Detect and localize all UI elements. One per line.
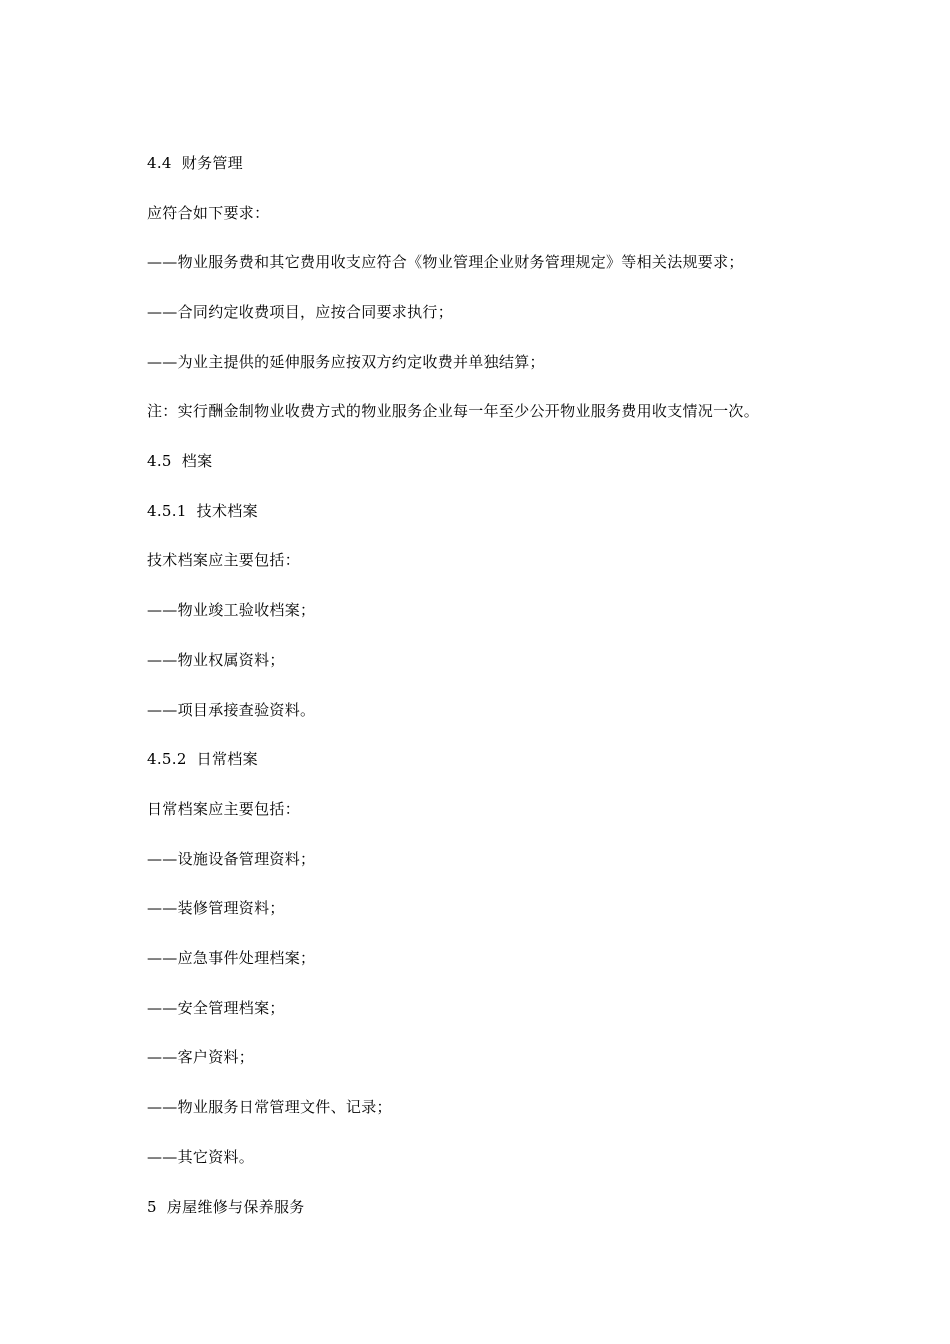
paragraph: 日常档案应主要包括：: [147, 800, 301, 818]
section-number: 4.5.1: [147, 502, 187, 520]
section-title: 日常档案: [196, 750, 258, 768]
section-heading-4-5-1: [147, 501, 258, 521]
section-number: 4.5.2: [147, 750, 187, 768]
list-item: ——物业服务日常管理文件、记录；: [147, 1098, 392, 1116]
list-item: ——物业权属资料；: [147, 651, 285, 669]
section-heading-5: [147, 1197, 305, 1217]
section-title: 财务管理: [181, 154, 243, 172]
section-heading-4-5: [147, 451, 212, 471]
section-number: 4.5: [147, 452, 172, 470]
paragraph: 技术档案应主要包括：: [147, 551, 301, 569]
list-item: ——项目承接查验资料。: [147, 701, 316, 719]
section-number: 4.4: [147, 154, 172, 172]
list-item: ——应急事件处理档案；: [147, 949, 316, 967]
section-title: 房屋维修与保养服务: [166, 1198, 305, 1216]
section-number: 5: [147, 1198, 157, 1216]
list-item: ——装修管理资料；: [147, 899, 285, 917]
list-item: ——为业主提供的延伸服务应按双方约定收费并单独结算；: [147, 353, 545, 371]
section-title: 技术档案: [196, 502, 258, 520]
section-heading-4-4: [147, 153, 243, 173]
list-item: ——物业竣工验收档案；: [147, 601, 316, 619]
section-heading-4-5-2: [147, 749, 258, 769]
list-item: ——物业服务费和其它费用收支应符合《物业管理企业财务管理规定》等相关法规要求；: [147, 253, 744, 271]
list-item: ——其它资料。: [147, 1148, 255, 1166]
list-item: ——客户资料；: [147, 1048, 255, 1066]
list-item: ——安全管理档案；: [147, 999, 285, 1017]
list-item: ——合同约定收费项目，应按合同要求执行；: [147, 303, 454, 321]
section-title: 档案: [181, 452, 213, 470]
paragraph: 应符合如下要求：: [147, 204, 270, 222]
list-item: ——设施设备管理资料；: [147, 850, 316, 868]
note: 注：实行酬金制物业收费方式的物业服务企业每一年至少公开物业服务费用收支情况一次。: [147, 402, 760, 420]
